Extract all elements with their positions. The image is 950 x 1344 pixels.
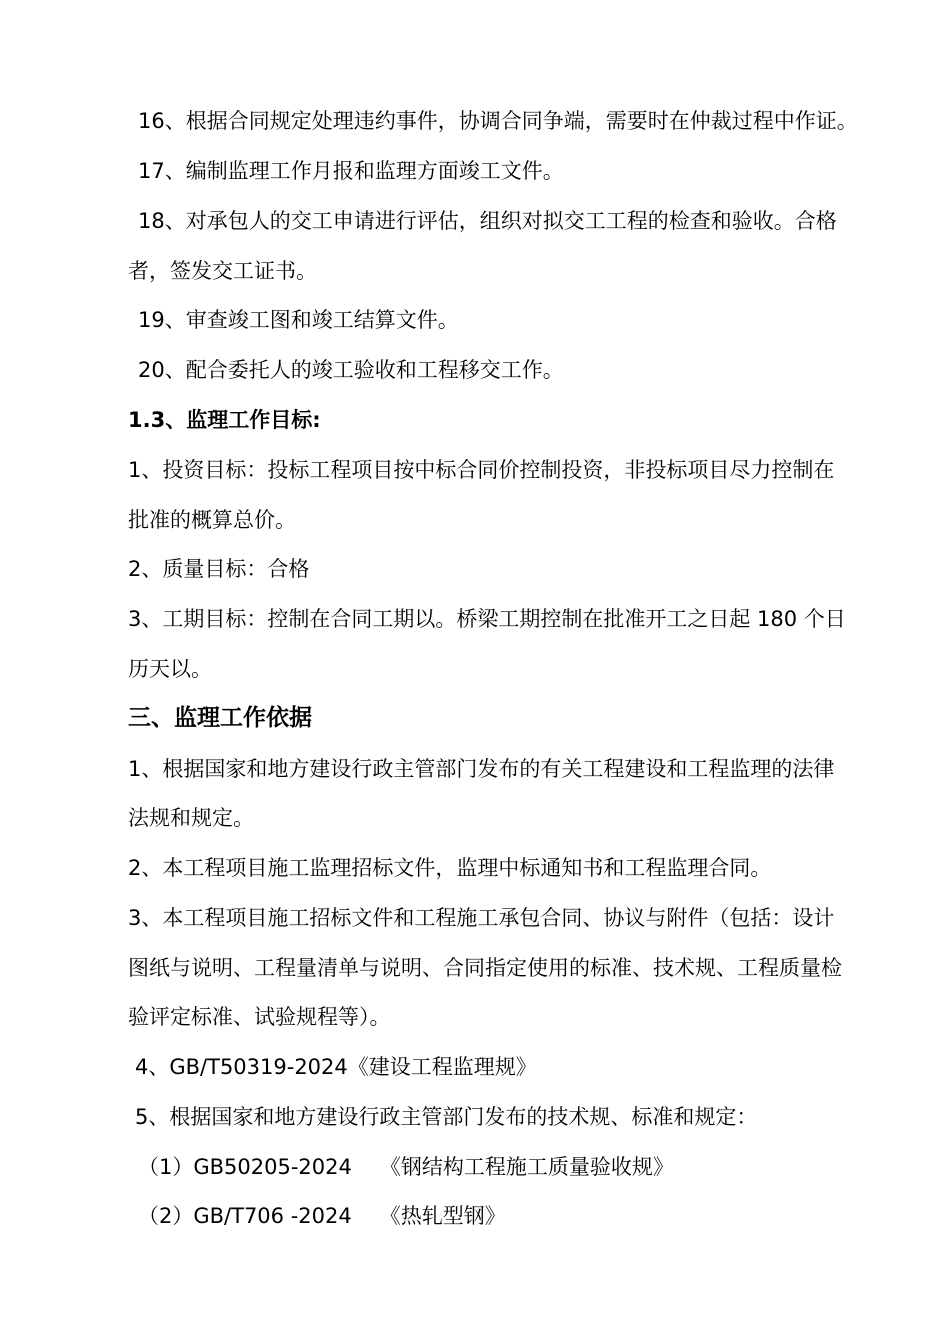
text-line: 3、工期目标：控制在合同工期以。桥梁工期控制在批准开工之日起 180 个日 bbox=[128, 607, 846, 631]
standard-title: 《热轧型钢》 bbox=[379, 1204, 506, 1228]
text-line: 图纸与说明、工程量清单与说明、合同指定使用的标准、技术规、工程质量检 bbox=[128, 956, 842, 980]
text-line: 16、根据合同规定处理违约事件，协调合同争端，需要时在仲裁过程中作证。 bbox=[138, 109, 858, 133]
text-line: 1、根据国家和地方建设行政主管部门发布的有关工程建设和工程监理的法律 bbox=[128, 757, 835, 781]
section-heading: 1.3、监理工作目标: bbox=[128, 408, 321, 432]
standard-item bbox=[138, 1152, 674, 1182]
text-line: 1、投资目标：投标工程项目按中标合同价控制投资，非投标项目尽力控制在 bbox=[128, 458, 835, 482]
text-line: 批准的概算总价。 bbox=[128, 508, 296, 532]
text-line: 历天以。 bbox=[128, 657, 212, 681]
text-line: 3、本工程项目施工招标文件和工程施工承包合同、协议与附件（包括：设计 bbox=[128, 906, 835, 930]
text-line: 2、本工程项目施工监理招标文件，监理中标通知书和工程监理合同。 bbox=[128, 856, 772, 880]
text-line: 5、根据国家和地方建设行政主管部门发布的技术规、标准和规定： bbox=[135, 1105, 758, 1129]
text-line: 4、GB/T50319-2024《建设工程监理规》 bbox=[135, 1055, 537, 1079]
text-line: 验评定标准、试验规程等）。 bbox=[128, 1005, 391, 1029]
text-line: 17、编制监理工作月报和监理方面竣工文件。 bbox=[138, 159, 564, 183]
standard-item bbox=[138, 1201, 506, 1231]
text-line: 者，签发交工证书。 bbox=[128, 259, 317, 283]
text-line: 19、审查竣工图和竣工结算文件。 bbox=[138, 308, 459, 332]
text-line: 2、质量目标：合格 bbox=[128, 557, 310, 581]
text-line: 20、配合委托人的竣工验收和工程移交工作。 bbox=[138, 358, 564, 382]
standard-title: 《钢结构工程施工质量验收规》 bbox=[379, 1155, 674, 1179]
standard-number: （2）GB/T706 -2024 bbox=[138, 1204, 352, 1228]
standard-number: （1）GB50205-2024 bbox=[138, 1155, 352, 1179]
chapter-heading: 三、监理工作依据 bbox=[128, 705, 312, 731]
text-line: 法规和规定。 bbox=[128, 806, 254, 830]
text-line: 18、对承包人的交工申请进行评估，组织对拟交工工程的检查和验收。合格 bbox=[138, 209, 837, 233]
